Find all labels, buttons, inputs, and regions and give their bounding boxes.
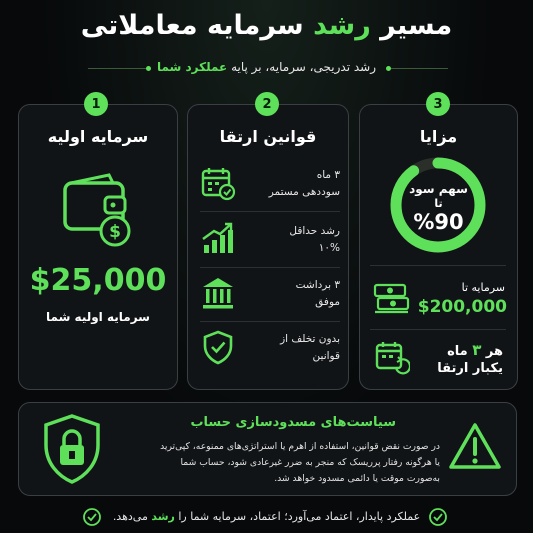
rule-line2: قوانین [312,350,340,362]
money-stack-icon [372,281,412,315]
capital-label: سرمایه تا [461,281,505,294]
warning-icon [448,421,502,471]
calendar-check-icon [200,165,236,201]
card-title: سرمایه اولیه [47,127,149,146]
rule-line2: سوددهی مستمر [268,186,340,198]
rule-line1: رشد حداقل [289,225,340,237]
svg-text:$: $ [109,222,121,242]
bank-icon [200,275,236,311]
policy-body: در صورت نقض قوانین، استفاده از اهرم یا استراتژی‌های ممنوعه، کپی‌ترید یا هرگونه رفتار پرریسک که منجر به ضرر غیرعادی شود، حساب شما به‌صورت موقت یا دائمی مسدود خواهد شد. [160,441,440,484]
ring-label: سهم سود [409,182,468,196]
initial-capital-label: سرمایه اولیه شما [46,310,150,324]
account-block-policy [18,402,517,496]
growth-chart-icon [200,221,236,257]
shield-check-icon [200,329,236,365]
check-circle-icon [428,507,448,527]
divider [200,267,340,268]
rule-item [200,165,340,209]
ring-value: %90 [413,210,464,234]
divider [200,211,340,212]
card-upgrade-rules [187,104,349,390]
upgrade-line2: یکبار ارتقا [437,361,503,376]
rule-line1: ۳ ماه [316,169,340,181]
calendar-refresh-icon [374,339,410,375]
card-benefits [359,104,518,390]
page-title: مسیر رشد سرمایه معاملاتی [80,10,453,41]
divider [370,329,506,330]
step-badge-3: 3 [426,92,450,116]
rule-item [200,275,340,319]
divider [200,321,340,322]
page-subtitle: رشد تدریجی، سرمایه، بر پایه عملکرد شما [156,60,377,74]
ring-label-to: تا [434,197,443,210]
rule-line2: ۱۰% [318,242,340,254]
policy-title: سیاست‌های مسدودسازی حساب [190,415,396,430]
rule-item [200,329,340,373]
footer-note: عملکرد پایدار، اعتماد می‌آورد؛ اعتماد، سرمایه شما را رشد می‌دهد. [112,510,421,523]
card-title: مزایا [419,127,458,146]
wallet-dollar-icon [61,173,141,249]
rule-item [200,221,340,265]
lock-shield-icon [41,413,103,485]
divider [370,265,506,266]
rule-line1: ۳ برداشت [295,279,340,291]
upgrade-line1: هر ۳ ماه [447,341,503,359]
capital-value: $200,000 [417,297,507,317]
rule-line1: بدون تخلف از [280,333,340,345]
step-badge-2: 2 [255,92,279,116]
rule-line2: موفق [315,296,340,308]
step-badge-1: 1 [84,92,108,116]
title-highlight: رشد [313,10,371,41]
initial-capital-amount: $25,000 [29,263,167,298]
card-initial-capital [18,104,178,390]
card-title: قوانین ارتقا [219,127,317,146]
